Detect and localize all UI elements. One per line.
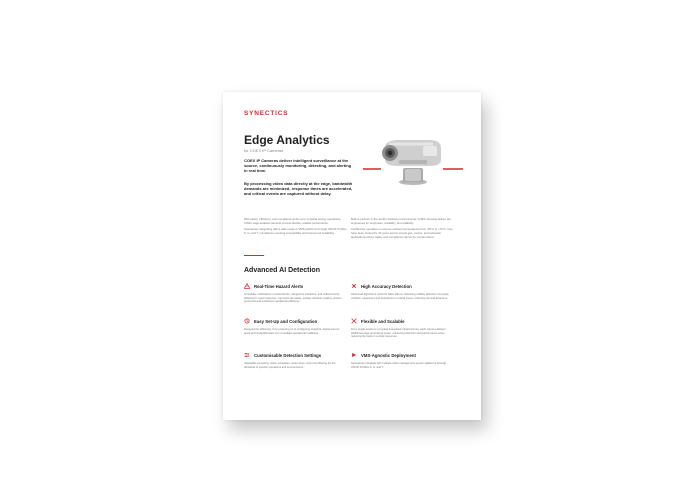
page-subtitle: for COEX IP Cameras xyxy=(244,148,284,153)
feature-description: Advanced algorithms minimize false alarms, delivering reliable detection of people, vehicles, equipment and behaviours in critical zones, reducing risk and downtime. xyxy=(351,293,450,300)
body-paragraph: Built to perform in the world's harshest environments, COEX cameras deliver are engineered for toughness, durability, and reliability. xyxy=(351,217,451,225)
body-paragraph: Seamlessly integrating with a wide range of VMS platforms through ONVIF Profiles S, G, and T, compliance ensuring compatibility and futureproof scalability. xyxy=(244,227,347,235)
target-icon xyxy=(351,283,357,289)
brand-logo: SYNECTICS xyxy=(244,110,289,117)
feature-description: Seamlessly integrate with multiple video management system platforms through ONVIF Profiles S, G, and T. xyxy=(351,362,447,369)
play-icon xyxy=(351,352,357,358)
feature-high-accuracy-detection xyxy=(351,283,451,300)
accent-divider xyxy=(244,255,264,256)
feature-title: High Accuracy Detection xyxy=(361,283,412,289)
expand-icon xyxy=(351,318,357,324)
feature-title: VMS-Agnostic Deployment xyxy=(361,352,416,358)
body-column-right xyxy=(351,217,456,241)
wrench-icon xyxy=(244,318,250,324)
feature-description: Designed for efficiency, from powering on to configuring analytics, deployment is quick and straightforward, for immediate operational readiness. xyxy=(244,328,340,335)
feature-title: Customisable Detection Settings xyxy=(254,352,322,358)
page-title: Edge Analytics xyxy=(244,133,330,147)
sliders-icon xyxy=(244,352,250,358)
datasheet-page xyxy=(223,92,481,420)
body-paragraph: Certified for operation in extreme ambient temperatures from -60°C to +70°C, they have been trusted for 40 years across oil and gas, marine, and industrial applications where safety and compliance cannot be compromised. xyxy=(351,227,453,239)
feature-vms-agnostic xyxy=(351,352,451,369)
ptz-camera-image xyxy=(363,130,463,200)
section-title: Advanced AI Detection xyxy=(244,267,320,274)
feature-description: Adjustable sensitivity, alarm schedules, action lines, and more filtering for the demands of specific operations and environments. xyxy=(244,362,336,369)
intro-paragraph: COEX IP Cameras deliver intelligent surveillance at the source, continuously monitoring, detecting, and alerting in real time. xyxy=(244,158,352,173)
feature-title: Easy Set-Up and Configuration xyxy=(254,318,318,324)
intro-paragraph: By processing video data directly at the edge, bandwidth demands are minimized, response times are accelerated, and critical events are captured without delay. xyxy=(244,181,353,196)
feature-flexible-and-scalable xyxy=(351,318,451,339)
feature-description: Immediate notifications of potential fire, dangerous situations, and critical events, allowing for rapid response, improved site safety, quicker decision-making, protect personnel and enhanced operational efficiency. xyxy=(244,293,342,304)
feature-title: Flexible and Scalable xyxy=(361,318,405,324)
feature-description: From single assets to complete integrated infrastructures, each camera delivers additional edge processing power, enhancing detection and performance when reducing the load on central resources. xyxy=(351,328,446,339)
feature-real-time-hazard-alerts xyxy=(244,283,344,304)
body-paragraph: With safety, efficiency, and compliance at the core of global energy operations, COEX edge-enabled cameras provide flexible, reliable performance. xyxy=(244,217,342,225)
body-column-left xyxy=(244,217,349,237)
alert-icon xyxy=(244,283,250,289)
feature-easy-set-up xyxy=(244,318,344,335)
feature-title: Real-Time Hazard Alerts xyxy=(254,283,304,289)
feature-customisable-detection xyxy=(244,352,344,369)
